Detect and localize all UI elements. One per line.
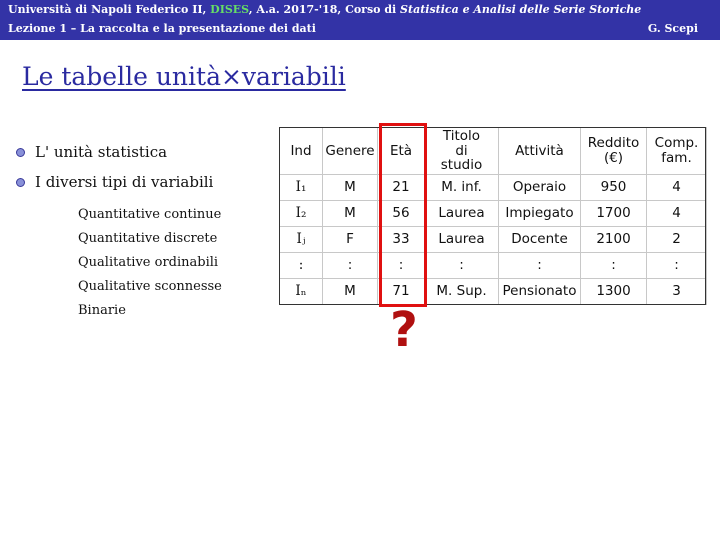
bullet-text: I diversi tipi di variabili (35, 173, 214, 191)
table-cell: 2100 (581, 227, 647, 253)
table-cell: Iₙ (280, 279, 323, 305)
table-cell: : (499, 253, 581, 279)
column-header: Ind (280, 128, 323, 175)
table-cell: Laurea (425, 201, 499, 227)
variable-type: Quantitative discrete (78, 231, 218, 246)
table-cell: : (425, 253, 499, 279)
table-cell: 2 (647, 227, 707, 253)
table-cell: Laurea (425, 227, 499, 253)
table-row (280, 279, 707, 305)
table-cell: 1700 (581, 201, 647, 227)
table-cell: 21 (378, 175, 425, 201)
table-row (280, 175, 707, 201)
table-header-row (280, 128, 707, 175)
table-cell: 950 (581, 175, 647, 201)
column-header (581, 128, 647, 175)
table-cell: : (581, 253, 647, 279)
table-cell: Pensionato (499, 279, 581, 305)
column-header: Genere (323, 128, 378, 175)
table-row (280, 201, 707, 227)
author-name: G. Scepi (647, 22, 698, 35)
table-row (280, 227, 707, 253)
variable-type: Quantitative continue (78, 207, 222, 222)
header-bar (0, 0, 720, 40)
variable-type: Binarie (78, 303, 126, 318)
table-cell: M (323, 279, 378, 305)
table-cell: M. inf. (425, 175, 499, 201)
table-cell: 3 (647, 279, 707, 305)
slide-title: Le tabelle unità×variabili (22, 62, 346, 91)
bullet-text: L' unità statistica (35, 143, 168, 161)
course-info (8, 3, 641, 16)
table-cell: : (323, 253, 378, 279)
bullet-dot-icon (16, 178, 25, 187)
table-cell: : (280, 253, 323, 279)
table-cell: 4 (647, 175, 707, 201)
course-name: Statistica e Analisi delle Serie Storiche (400, 3, 642, 16)
academic-year: , A.a. 2017-'18, Corso di (248, 3, 397, 16)
column-header (647, 128, 707, 175)
table-cell: 1300 (581, 279, 647, 305)
column-header: Età (378, 128, 425, 175)
column-header-text: Titolo di studio (440, 127, 483, 174)
column-header-text: Reddito (€) (587, 135, 640, 166)
table-cell: : (647, 253, 707, 279)
age-column-highlight (379, 123, 427, 307)
table-cell: 71 (378, 279, 425, 305)
data-table (279, 127, 707, 305)
lesson-title: Lezione 1 – La raccolta e la presentazione dei dati (8, 22, 316, 35)
column-header (425, 128, 499, 175)
column-header: Attività (499, 128, 581, 175)
table-cell: 4 (647, 201, 707, 227)
table-cell: I₁ (280, 175, 323, 201)
column-header-text: Comp. fam. (654, 135, 699, 166)
table-cell: I₂ (280, 201, 323, 227)
question-mark: ? (390, 302, 418, 358)
department-name: DISES (210, 3, 249, 16)
bullet-item (16, 143, 167, 161)
table-cell: F (323, 227, 378, 253)
table-cell: M. Sup. (425, 279, 499, 305)
table-cell: Impiegato (499, 201, 581, 227)
table-cell: M (323, 201, 378, 227)
bullet-dot-icon (16, 148, 25, 157)
table-cell: M (323, 175, 378, 201)
table-row (280, 253, 707, 279)
table-cell: 56 (378, 201, 425, 227)
table-cell: Iⱼ (280, 227, 323, 253)
table-cell: Docente (499, 227, 581, 253)
table-cell: Operaio (499, 175, 581, 201)
bullet-item (16, 173, 213, 191)
variable-type: Qualitative sconnesse (78, 279, 222, 294)
university-name: Università di Napoli Federico II, (8, 3, 207, 16)
table-cell: : (378, 253, 425, 279)
variable-type: Qualitative ordinabili (78, 255, 219, 270)
table-cell: 33 (378, 227, 425, 253)
